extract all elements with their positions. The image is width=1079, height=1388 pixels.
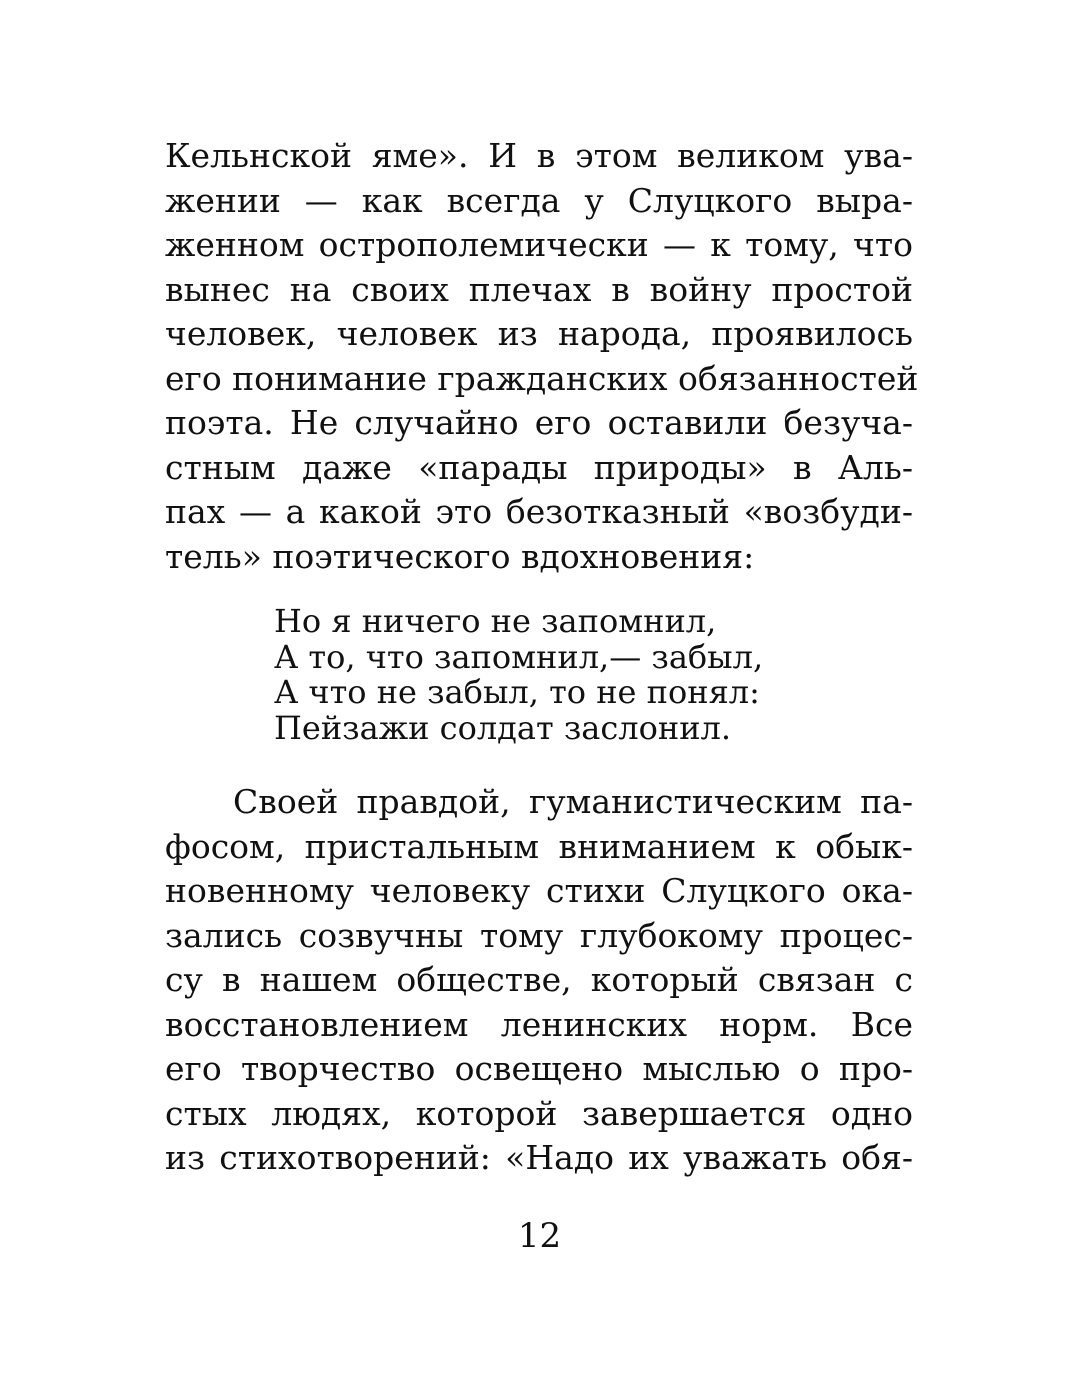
paragraph-1-line: жении — как всегда у Слуцкого выра- [165, 180, 913, 220]
paragraph-1-line: пах — а какой это безотказный «возбуди- [165, 492, 913, 531]
page-number: 12 [517, 1216, 562, 1256]
paragraph-2 [165, 780, 913, 1181]
poem-line: А что не забыл, то не понял: [274, 673, 760, 711]
poem-quote [274, 604, 763, 746]
paragraph-2-line: его творчество освещено мыслью о про- [165, 1049, 913, 1088]
paragraph-1-line: его понимание гражданских обязанностей [165, 358, 919, 398]
paragraph-1-line: тель» поэтического вдохновения: [165, 536, 755, 576]
poem-line: А то, что запомнил,— забыл, [274, 637, 764, 676]
paragraph-2-line: восстановлением ленинских норм. Все [165, 1004, 913, 1044]
paragraph-2-line: из стихотворений: «Надо их уважать обя- [165, 1138, 913, 1177]
paragraph-1 [165, 134, 919, 579]
paragraph-1-line: человек, человек из народа, проявилось [165, 314, 913, 353]
paragraph-2-line: стых людях, которой завершается одно [165, 1093, 913, 1133]
paragraph-2-line: су в нашем обществе, который связан с [165, 960, 913, 999]
poem-line: Пейзажи солдат заслонил. [274, 708, 732, 747]
paragraph-2-line: Своей правдой, гуманистическим па- [233, 782, 913, 821]
paragraph-2-line: зались созвучны тому глубокому процес- [165, 915, 913, 955]
paragraph-1-line: Кельнской яме». И в этом великом ува- [165, 136, 913, 175]
paragraph-2-line: фосом, пристальным вниманием к обык- [165, 826, 913, 866]
paragraph-1-line: поэта. Не случайно его оставили безуча- [165, 403, 913, 442]
paragraph-1-line: женном острополемически — к тому, что [165, 225, 913, 264]
paragraph-1-line: вынес на своих плечах в войну простой [165, 269, 913, 309]
poem-line: Но я ничего не запомнил, [274, 602, 717, 640]
paragraph-1-line: стным даже «парады природы» в Аль- [165, 447, 913, 487]
paragraph-2-line: новенному человеку стихи Слуцкого ока- [165, 871, 913, 910]
